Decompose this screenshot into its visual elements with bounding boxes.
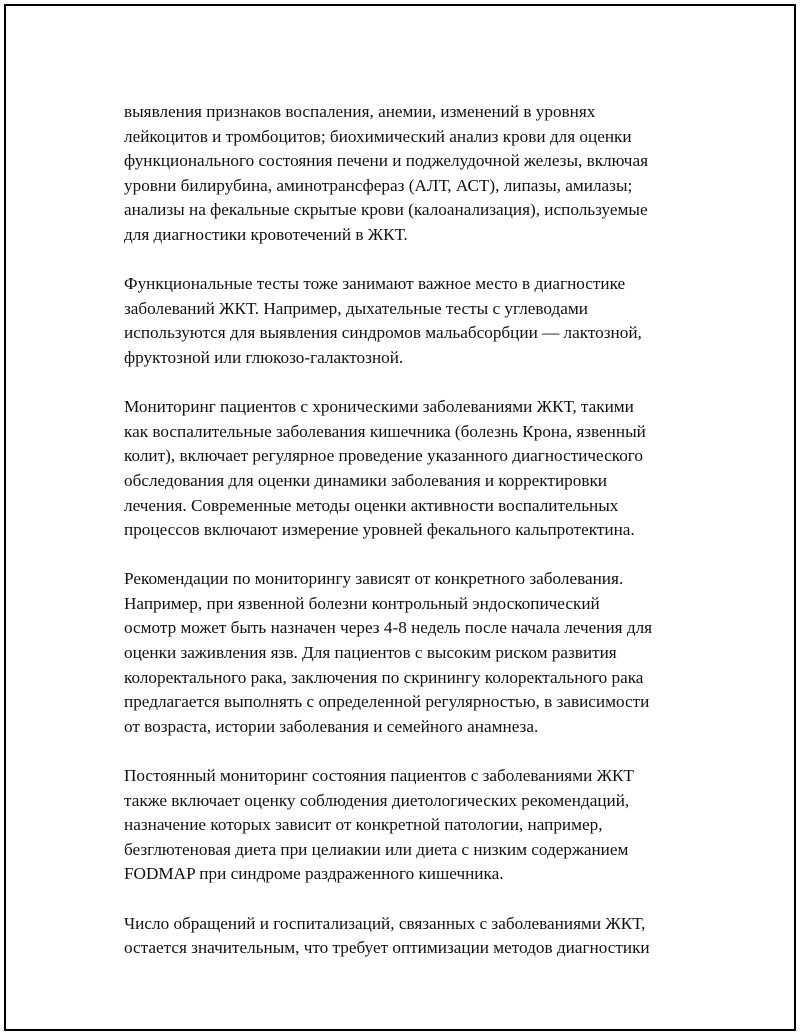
text-line: обследования для оценки динамики заболевания и корректировки xyxy=(124,470,607,490)
paragraph-diet-monitoring xyxy=(124,764,704,887)
text-line: также включает оценку соблюдения диетологических рекомендаций, xyxy=(124,790,630,810)
text-line: заболеваний ЖКТ. Например, дыхательные тесты с углеводами xyxy=(124,298,588,318)
text-line: Например, при язвенной болезни контрольный эндоскопический xyxy=(124,593,600,613)
paragraph-hospitalization xyxy=(124,912,704,961)
text-line: предлагается выполнять с определенной регулярностью, в зависимости xyxy=(124,692,650,712)
page-frame xyxy=(4,4,796,1031)
text-line: уровни билирубина, аминотрансфераз (АЛТ, АСТ), липазы, амилазы; xyxy=(124,175,633,195)
text-line: Функциональные тесты тоже занимают важное место в диагностике xyxy=(124,274,626,294)
text-line: процессов включают измерение уровней фекального кальпротектина. xyxy=(124,520,635,540)
text-line: Мониторинг пациентов с хроническими заболеваниями ЖКТ, такими xyxy=(124,397,634,417)
text-line: осмотр может быть назначен через 4-8 недель после начала лечения для xyxy=(124,618,653,638)
text-line: от возраста, истории заболевания и семейного анамнеза. xyxy=(124,716,539,736)
text-line: безглютеновая диета при целиакии или диета с низким содержанием xyxy=(124,839,629,859)
text-line: для диагностики кровотечений в ЖКТ. xyxy=(124,224,408,244)
paragraph-chronic-monitoring xyxy=(124,395,704,543)
text-line: анализы на фекальные скрытые крови (калоанализация), используемые xyxy=(124,200,648,220)
text-line: функционального состояния печени и поджелудочной железы, включая xyxy=(124,151,648,171)
text-line: остается значительным, что требует оптимизации методов диагностики xyxy=(124,938,650,958)
text-line: лейкоцитов и тромбоцитов; биохимический анализ крови для оценки xyxy=(124,126,632,146)
text-line: колоректального рака, заключения по скринингу колоректального рака xyxy=(124,667,644,687)
text-line: Число обращений и госпитализаций, связанных с заболеваниями ЖКТ, xyxy=(124,913,646,933)
text-line: оценки заживления язв. Для пациентов с высоким риском развития xyxy=(124,643,617,663)
document-body xyxy=(124,100,704,985)
text-line: фруктозной или глюкозо-галактозной. xyxy=(124,347,404,367)
paragraph-monitoring-recommendations xyxy=(124,567,704,739)
paragraph-lab-tests xyxy=(124,100,704,248)
text-line: Рекомендации по мониторингу зависят от конкретного заболевания. xyxy=(124,569,624,589)
text-line: используются для выявления синдромов мальабсорбции — лактозной, xyxy=(124,323,642,343)
text-line: колит), включает регулярное проведение указанного диагностического xyxy=(124,446,644,466)
text-line: Постоянный мониторинг состояния пациентов с заболеваниями ЖКТ xyxy=(124,766,634,786)
text-line: назначение которых зависит от конкретной патологии, например, xyxy=(124,815,603,835)
paragraph-functional-tests xyxy=(124,272,704,370)
text-line: лечения. Современные методы оценки активности воспалительных xyxy=(124,495,619,515)
text-line: FODMAP при синдроме раздраженного кишечника. xyxy=(124,864,504,884)
text-line: выявления признаков воспаления, анемии, изменений в уровнях xyxy=(124,102,596,121)
text-line: как воспалительные заболевания кишечника (болезнь Крона, язвенный xyxy=(124,421,646,441)
